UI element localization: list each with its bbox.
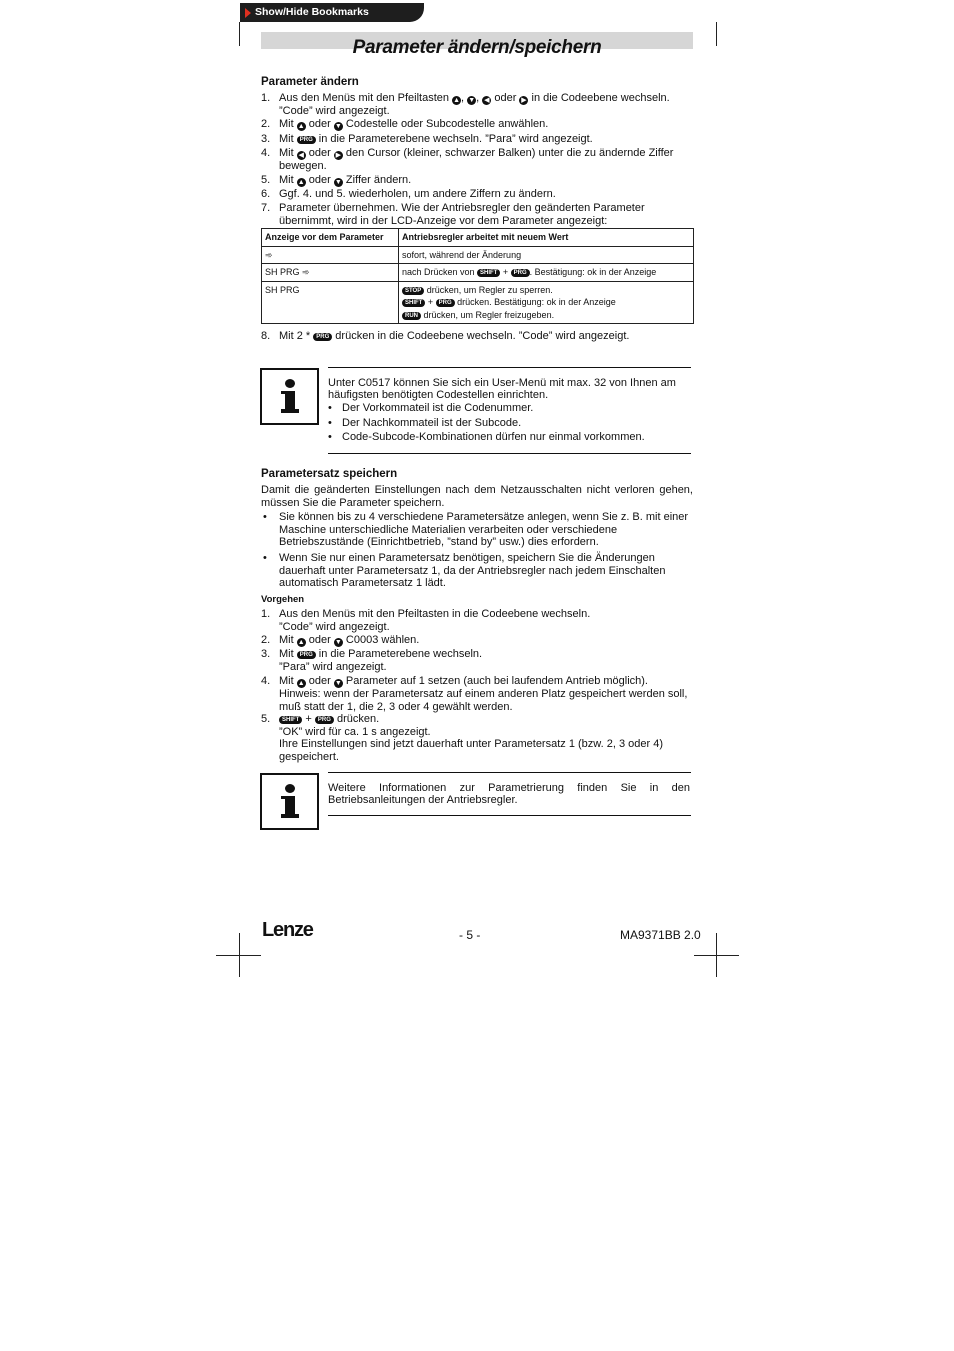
prg-key-icon: PRG	[315, 716, 334, 724]
page-number: - 5 -	[459, 928, 481, 942]
info-icon	[260, 773, 319, 830]
divider	[328, 367, 691, 368]
arrow-up-icon: ▲	[297, 639, 305, 646]
section-intro: Damit die geänderten Einstellungen nach dem Netzausschalten nicht verloren gehen, müssen Sie die Parameter speichern.	[261, 484, 693, 509]
crop-mark	[216, 955, 261, 956]
list-item: • Sie können bis zu 4 verschiedene Parametersätze anlegen, wenn Sie z. B. mit einer Maschine unterschiedliche Materialien verarbeiten oder verschiedene Betriebszustände (Einrichtbetrieb, ”stand by” usw.) dies erfordern.	[263, 511, 689, 548]
arrow-left-icon: ◀	[298, 152, 304, 159]
show-hide-bookmarks-tab[interactable]	[240, 3, 424, 22]
document-number: MA9371BB 2.0	[620, 928, 701, 942]
prg-key-icon: PRG	[297, 136, 316, 144]
arrow-up-icon: ▲	[297, 179, 305, 186]
prg-key-icon: PRG	[297, 651, 316, 659]
divider	[328, 772, 691, 773]
list-item: 7. Parameter übernehmen. Wie der Antriebsregler den geänderten Parameter übernimmt, wird in der LCD-Anzeige vor dem Parameter angezeigt:	[261, 202, 645, 227]
table-cell: nach Drücken von SHIFT + PRG . Bestätigung: ok in der Anzeige	[399, 264, 694, 282]
section-heading-parameter-aendern: Parameter ändern	[261, 76, 359, 88]
arrow-right-icon: ▶	[335, 152, 342, 159]
info-note-2: Weitere Informationen zur Parametrierung finden Sie in den Betriebsanleitungen der Antriebsregler.	[328, 782, 690, 806]
shift-key-icon: SHIFT	[402, 299, 425, 307]
arrow-up-icon: ▲	[297, 680, 305, 687]
table-header: Anzeige vor dem Parameter	[262, 229, 399, 247]
list-item: 1. Aus den Menüs mit den Pfeiltasten ▲, ▼, ◀ oder ▶ in die Codeebene wechseln. ”Code” wird angezeigt.	[261, 92, 670, 117]
table-row	[262, 264, 694, 282]
bookmarks-label: Show/Hide Bookmarks	[255, 6, 369, 18]
lenze-logo: Lenze	[262, 919, 313, 941]
divider	[328, 453, 691, 454]
table-row	[262, 246, 694, 264]
table-cell: STOP drücken, um Regler zu sperren. SHIFT + PRG drücken. Bestätigung: ok in der Anzeige RUN drücken, um Regler freizugeben.	[399, 281, 694, 324]
table-cell: SH PRG	[262, 281, 399, 324]
list-item: 5. SHIFT + PRG drücken. ”OK” wird für ca. 1 s angezeigt. Ihre Einstellungen sind jetzt dauerhaft unter Parametersatz 1 (bzw. 2, 3 oder 4) gespeichert.	[261, 713, 663, 763]
arrow-up-icon: ▲	[297, 123, 305, 130]
list-item: 1. Aus den Menüs mit den Pfeiltasten in die Codeebene wechseln. ”Code” wird angezeigt.	[261, 608, 591, 633]
table-header: Antriebsregler arbeitet mit neuem Wert	[399, 229, 694, 247]
arrow-down-icon: ▼	[334, 123, 342, 130]
arrow-down-icon: ▼	[334, 639, 342, 646]
info-note-1: Unter C0517 können Sie sich ein User-Menü mit max. 32 von Ihnen am häufigsten benötigten Codestellen einrichten. • Der Vorkommateil ist die Codenummer. • Der Nachkommateil ist der Subcode. • Code-Subcode-Kombinationen dürfen nur einmal vorkommen.	[328, 377, 676, 443]
arrow-up-icon: ▲	[453, 97, 461, 104]
run-key-icon: RUN	[402, 312, 421, 320]
arrow-down-icon: ▼	[334, 179, 342, 186]
subheading-vorgehen: Vorgehen	[261, 594, 305, 605]
arrow-left-icon: ◀	[484, 97, 490, 104]
info-icon	[260, 368, 319, 425]
section-heading-parametersatz-speichern: Parametersatz speichern	[261, 468, 398, 480]
table-cell: SH PRG ➾	[262, 264, 399, 282]
list-item: 3. Mit PRG in die Parameterebene wechseln. ”Para” wird angezeigt.	[261, 648, 483, 673]
prg-key-icon: PRG	[511, 269, 530, 277]
table-header-row	[262, 229, 694, 247]
page-title: Parameter ändern/speichern	[352, 37, 602, 58]
triangle-right-icon	[245, 8, 251, 18]
crop-mark	[239, 22, 240, 46]
shift-key-icon: SHIFT	[477, 269, 500, 277]
table-cell: sofort, während der Änderung	[399, 246, 694, 264]
table-cell: ➾	[262, 246, 399, 264]
prg-key-icon: PRG	[436, 299, 455, 307]
table-row	[262, 281, 694, 324]
arrow-down-icon: ▼	[334, 680, 342, 687]
list-item: • Wenn Sie nur einen Parametersatz benötigen, speichern Sie die Änderungen dauerhaft unter Parametersatz 1, da der Antriebsregler nach jedem Einschalten automatisch Parametersatz 1 lädt.	[263, 552, 666, 589]
parameter-table	[261, 228, 694, 324]
crop-mark	[716, 22, 717, 46]
divider	[328, 815, 691, 816]
arrow-right-icon: ▶	[521, 97, 527, 104]
prg-key-icon: PRG	[313, 333, 332, 341]
crop-mark	[694, 955, 739, 956]
list-item: 4. Mit ◀ oder ▶ den Cursor (kleiner, schwarzer Balken) unter die zu ändernde Ziffer bewegen.	[261, 147, 674, 172]
stop-key-icon: STOP	[402, 287, 424, 295]
list-item: 4. Mit ▲ oder ▼ Parameter auf 1 setzen (auch bei laufendem Antrieb möglich). Hinweis: wenn der Parametersatz auf einem anderen Platz gespeichert werden soll, muß statt der 1, die 2, 3 oder 4 gewählt werden.	[261, 675, 688, 713]
shift-key-icon: SHIFT	[279, 716, 302, 724]
arrow-down-icon: ▼	[468, 97, 476, 104]
